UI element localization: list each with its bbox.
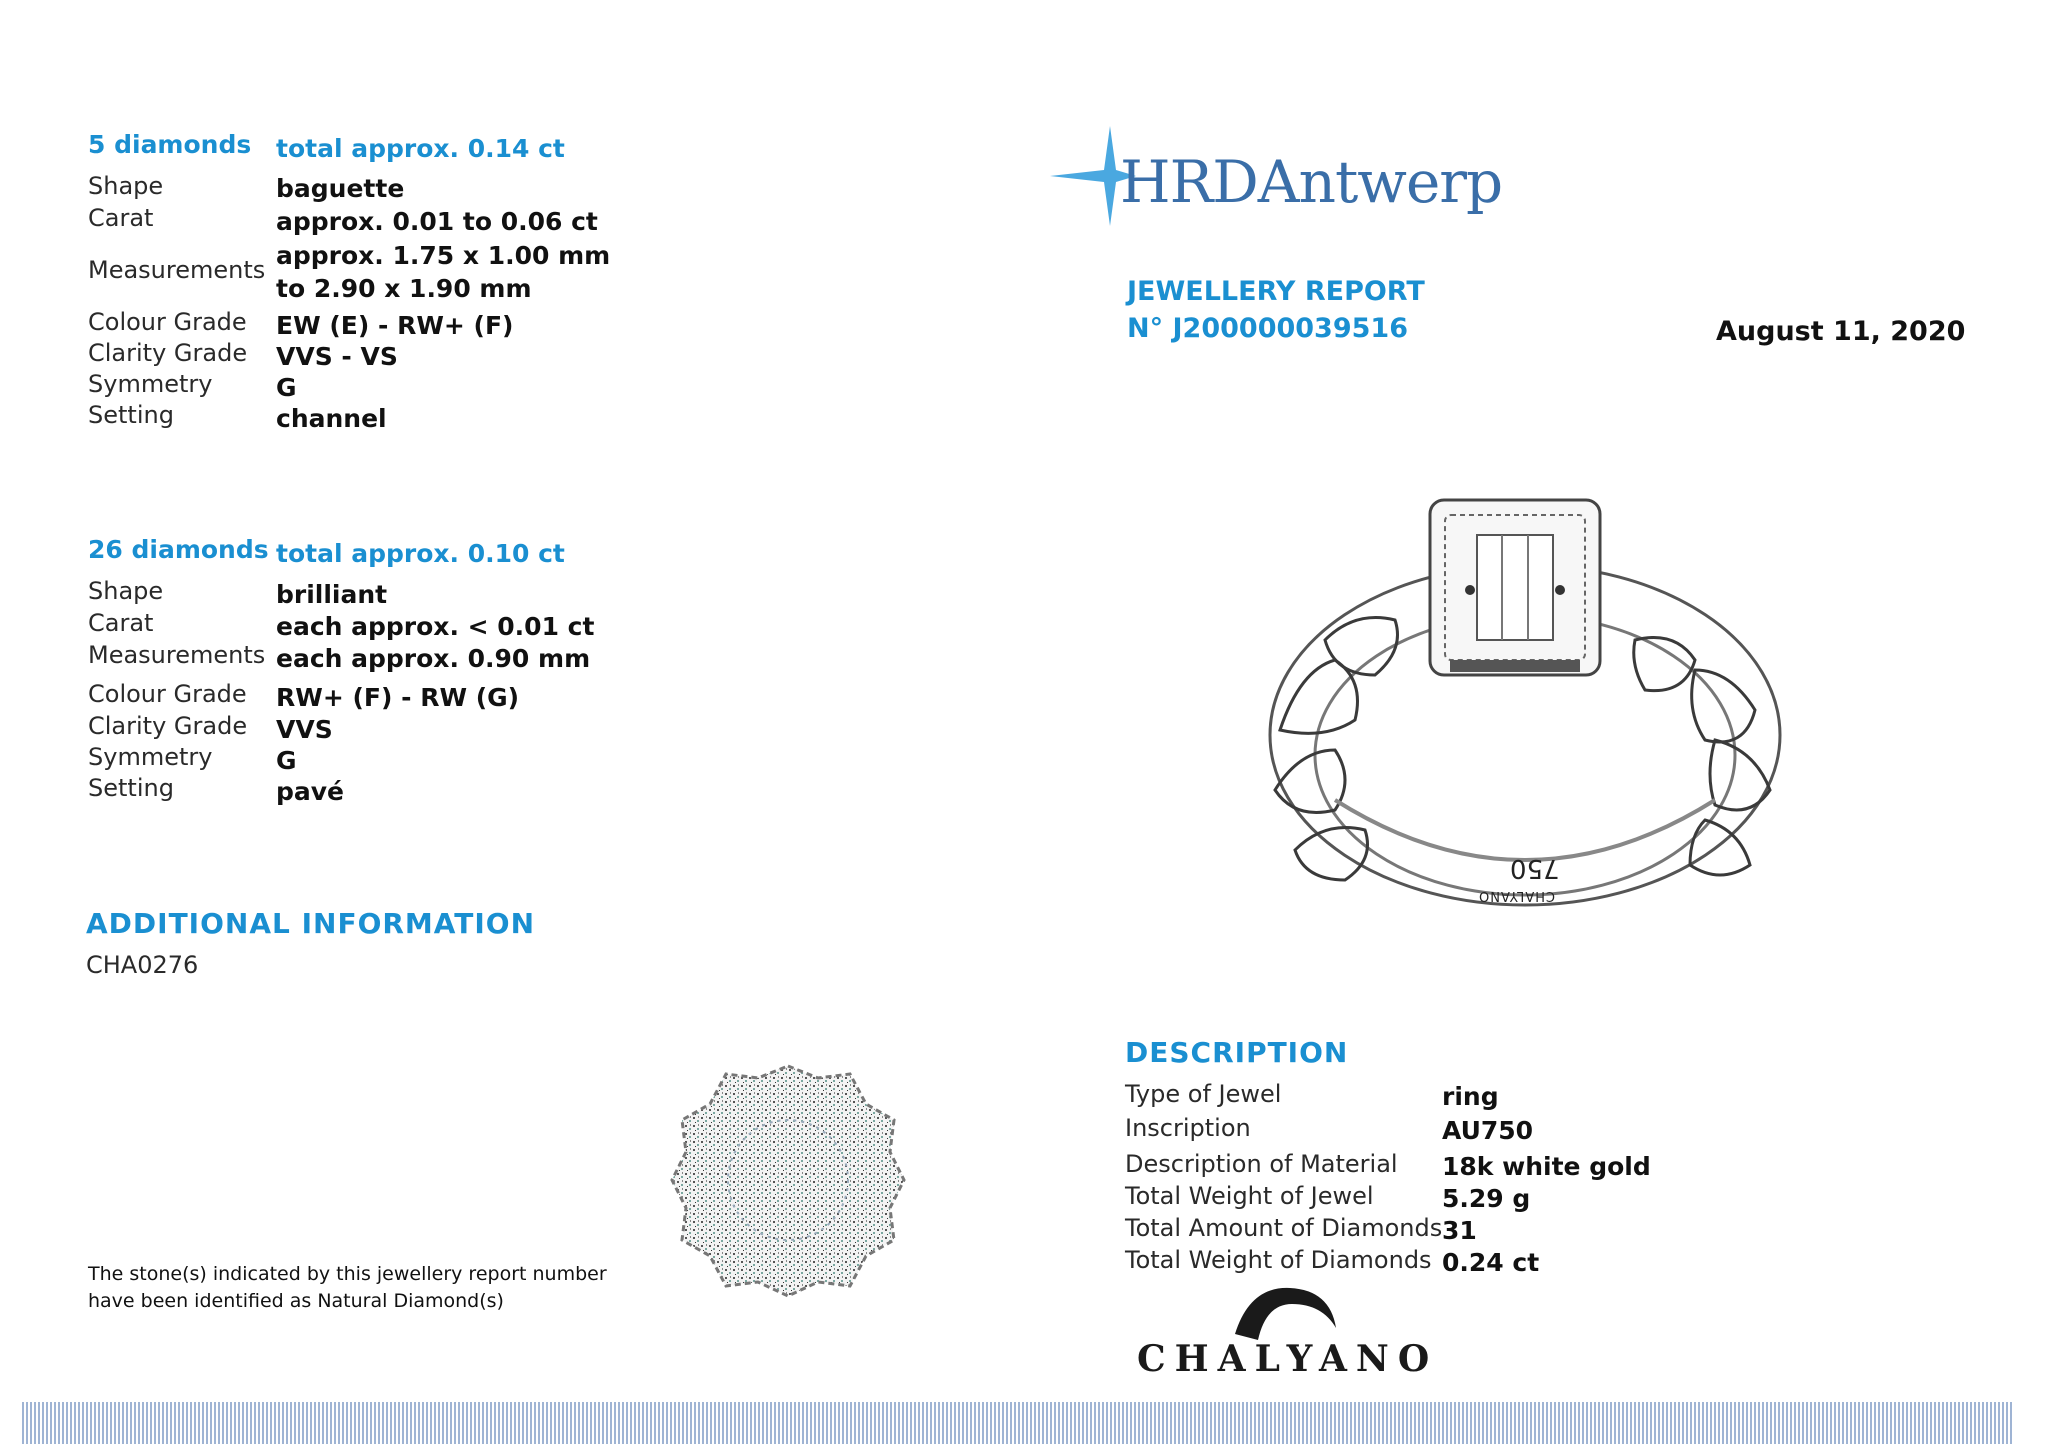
group2-count: 26 diamonds (88, 535, 269, 564)
g2-colour-value: RW+ (F) - RW (G) (276, 683, 520, 712)
desc-material-value: 18k white gold (1442, 1152, 1651, 1181)
desc-amount-value: 31 (1442, 1216, 1477, 1245)
report-number: N° J200000039516 (1127, 313, 1408, 344)
g1-measurements-value-2: to 2.90 x 1.90 mm (276, 274, 532, 303)
g2-clarity-label: Clarity Grade (88, 712, 248, 740)
g1-measurements-label: Measurements (88, 256, 266, 284)
g1-symmetry-label: Symmetry (88, 370, 213, 398)
g1-setting-label: Setting (88, 401, 174, 429)
desc-type-value: ring (1442, 1082, 1499, 1111)
description-title: DESCRIPTION (1125, 1036, 1349, 1069)
desc-weight-value: 5.29 g (1442, 1184, 1531, 1213)
g2-carat-label: Carat (88, 609, 154, 637)
g1-setting-value: channel (276, 404, 387, 433)
group1-total: total approx. 0.14 ct (276, 134, 565, 163)
g1-clarity-label: Clarity Grade (88, 339, 248, 367)
desc-diamond-weight-value: 0.24 ct (1442, 1248, 1540, 1277)
g2-clarity-value: VVS (276, 715, 333, 744)
chalyano-logo-icon (1230, 1284, 1340, 1342)
g1-carat-value: approx. 0.01 to 0.06 ct (276, 207, 598, 236)
g1-symmetry-value: G (276, 373, 297, 402)
g1-shape-label: Shape (88, 172, 164, 200)
ring-engraving: 750 (1510, 853, 1560, 883)
desc-type-label: Type of Jewel (1125, 1080, 1282, 1108)
g2-symmetry-label: Symmetry (88, 743, 213, 771)
g1-carat-label: Carat (88, 204, 154, 232)
ring-maker-mark: CHALYANO (1478, 888, 1556, 903)
g2-carat-value: each approx. < 0.01 ct (276, 612, 595, 641)
desc-weight-label: Total Weight of Jewel (1125, 1182, 1374, 1210)
natural-diamond-note-line1: The stone(s) indicated by this jewellery report number (88, 1263, 607, 1285)
g1-colour-value: EW (E) - RW+ (F) (276, 311, 514, 340)
hologram-seal-icon (668, 1060, 908, 1300)
g2-setting-value: pavé (276, 777, 345, 806)
g2-shape-label: Shape (88, 577, 164, 605)
group1-count: 5 diamonds (88, 130, 252, 159)
group2-total: total approx. 0.10 ct (276, 539, 565, 568)
g2-measurements-value: each approx. 0.90 mm (276, 644, 591, 673)
desc-diamond-weight-label: Total Weight of Diamonds (1125, 1246, 1432, 1274)
chalyano-logo-text: CHALYANO (1137, 1338, 1439, 1380)
additional-info-title: ADDITIONAL INFORMATION (86, 907, 536, 940)
g2-measurements-label: Measurements (88, 641, 266, 669)
g2-colour-label: Colour Grade (88, 680, 247, 708)
g2-shape-value: brilliant (276, 580, 388, 609)
g1-measurements-value-1: approx. 1.75 x 1.00 mm (276, 241, 611, 270)
hrd-antwerp-logo: HRDAntwerp (1120, 148, 1503, 216)
g1-shape-value: baguette (276, 174, 405, 203)
desc-material-label: Description of Material (1125, 1150, 1398, 1178)
g1-colour-label: Colour Grade (88, 308, 247, 336)
desc-amount-label: Total Amount of Diamonds (1125, 1214, 1443, 1242)
desc-inscription-value: AU750 (1442, 1116, 1534, 1145)
additional-info-code: CHA0276 (86, 951, 199, 979)
g2-symmetry-value: G (276, 746, 297, 775)
report-title: JEWELLERY REPORT (1127, 276, 1425, 307)
report-date: August 11, 2020 (1716, 316, 1966, 347)
g1-clarity-value: VVS - VS (276, 342, 398, 371)
desc-inscription-label: Inscription (1125, 1114, 1251, 1142)
g2-setting-label: Setting (88, 774, 174, 802)
natural-diamond-note-line2: have been identified as Natural Diamond(s) (88, 1290, 504, 1312)
security-stripe (22, 1402, 2012, 1444)
